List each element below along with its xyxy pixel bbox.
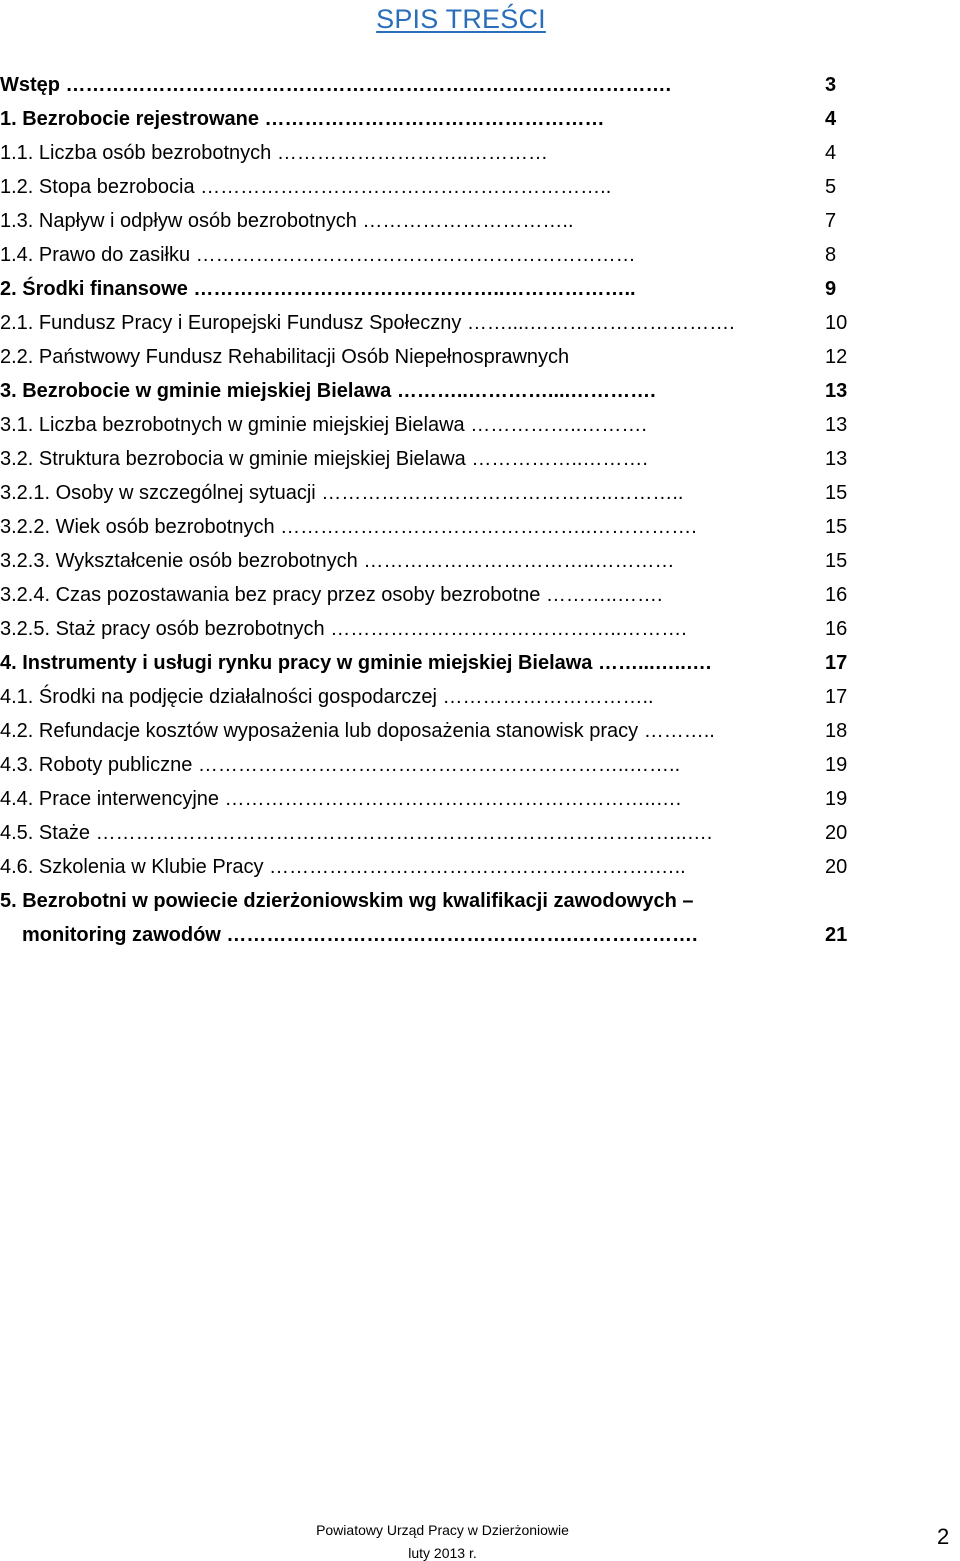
- toc-entry-page: 13: [825, 380, 848, 402]
- toc-entry-text: 4.4. Prace interwencyjne ………………………………………………………..….: [0, 788, 682, 810]
- toc-entry-page: 9: [825, 278, 837, 300]
- toc-entry[interactable]: [0, 510, 960, 544]
- toc-entry[interactable]: [0, 238, 960, 272]
- toc-entry-text: 4.1. Środki na podjęcie działalności gospodarczej …………………………..: [0, 686, 654, 708]
- toc-entry-text: 1.1. Liczba osób bezrobotnych ………………………..…………: [0, 142, 548, 164]
- toc-entry[interactable]: [0, 850, 960, 884]
- toc-entry[interactable]: [0, 680, 960, 714]
- toc-entry-page: 4: [825, 108, 837, 130]
- toc-entry[interactable]: [0, 918, 960, 952]
- toc-entry-page: 3: [825, 74, 837, 96]
- toc-entry-page: 19: [825, 788, 848, 810]
- toc-entry-page: 20: [825, 856, 848, 878]
- toc-entry-text: 3.2.4. Czas pozostawania bez pracy przez osoby bezrobotne ………..…….: [0, 584, 663, 606]
- toc-entry-page: 16: [825, 618, 848, 640]
- toc-entry[interactable]: [0, 714, 960, 748]
- page-title: SPIS TREŚCI: [376, 4, 546, 34]
- toc-entry-text: 3.2.1. Osoby w szczególnej sytuacji ……………………………………..………..: [0, 482, 684, 504]
- toc-entry-text: 4.5. Staże ……………………………………………………………………………..….: [0, 822, 713, 844]
- toc-entry-text: Wstęp ……………………………………………………………………………….: [0, 74, 672, 96]
- toc-entry-text: 2.1. Fundusz Pracy i Europejski Fundusz Społeczny ……....………………………….: [0, 312, 735, 334]
- table-of-contents: [0, 68, 960, 952]
- toc-entry[interactable]: [0, 884, 960, 918]
- toc-entry[interactable]: [0, 204, 960, 238]
- toc-entry-page: 18: [825, 720, 848, 742]
- toc-entry[interactable]: [0, 102, 960, 136]
- toc-entry-page: 15: [825, 516, 848, 538]
- toc-entry-text: 2. Środki finansowe ………………………………………..………………..: [0, 278, 636, 300]
- toc-entry-text: 5. Bezrobotni w powiecie dzierżoniowskim wg kwalifikacji zawodowych –: [0, 890, 694, 912]
- toc-entry[interactable]: [0, 306, 960, 340]
- toc-entry-page: 21: [825, 924, 848, 946]
- toc-entry-page: 19: [825, 754, 848, 776]
- toc-entry-page: 15: [825, 550, 848, 572]
- footer-date: luty 2013 r.: [408, 1545, 477, 1561]
- toc-entry[interactable]: [0, 544, 960, 578]
- toc-entry-text: 4.3. Roboty publiczne ………………………………………………………..……..: [0, 754, 681, 776]
- toc-entry-page: 7: [825, 210, 837, 232]
- toc-entry-page: 17: [825, 686, 848, 708]
- toc-entry-page: 15: [825, 482, 848, 504]
- toc-entry[interactable]: [0, 782, 960, 816]
- toc-entry[interactable]: [0, 68, 960, 102]
- toc-entry-text: 3.2. Struktura bezrobocia w gminie miejskiej Bielawa ……………..……….: [0, 448, 648, 470]
- page-number: 2: [937, 1524, 950, 1549]
- toc-entry-text: 3.2.2. Wiek osób bezrobotnych ………………………………………..…………….: [0, 516, 697, 538]
- toc-entry-page: 20: [825, 822, 848, 844]
- toc-entry-text: 1.2. Stopa bezrobocia ……………………………………………………..: [0, 176, 612, 198]
- toc-entry[interactable]: [0, 578, 960, 612]
- toc-entry-text: 3. Bezrobocie w gminie miejskiej Bielawa ………..…………....………….: [0, 380, 656, 402]
- toc-entry-text: 1.4. Prawo do zasiłku …………………………………………………………: [0, 244, 636, 266]
- toc-entry[interactable]: [0, 272, 960, 306]
- toc-entry[interactable]: [0, 170, 960, 204]
- toc-entry[interactable]: [0, 340, 960, 374]
- toc-entry-page: 13: [825, 414, 848, 436]
- toc-entry-text: 3.2.5. Staż pracy osób bezrobotnych ……………………………………..……….: [0, 618, 687, 640]
- toc-entry-page: 5: [825, 176, 837, 198]
- toc-entry-text: 4.6. Szkolenia w Klubie Pracy ………………………………………………….…..: [0, 856, 686, 878]
- toc-entry[interactable]: [0, 374, 960, 408]
- toc-entry-page: 13: [825, 448, 848, 470]
- toc-entry-text: 1. Bezrobocie rejestrowane ……………………………………………: [0, 108, 605, 130]
- footer-office: Powiatowy Urząd Pracy w Dzierżoniowie: [316, 1522, 569, 1538]
- toc-entry-text: 3.1. Liczba bezrobotnych w gminie miejskiej Bielawa ……………..……….: [0, 414, 647, 436]
- toc-entry[interactable]: [0, 612, 960, 646]
- toc-entry[interactable]: [0, 408, 960, 442]
- toc-entry[interactable]: [0, 748, 960, 782]
- toc-entry[interactable]: [0, 476, 960, 510]
- toc-entry-page: 4: [825, 142, 837, 164]
- toc-entry-text: 4. Instrumenty i usługi rynku pracy w gminie miejskiej Bielawa ……...…..….: [0, 652, 712, 674]
- toc-entry-page: 10: [825, 312, 848, 334]
- toc-entry-page: 17: [825, 652, 848, 674]
- toc-entry[interactable]: [0, 442, 960, 476]
- toc-entry-page: 8: [825, 244, 837, 266]
- toc-entry-text: 3.2.3. Wykształcenie osób bezrobotnych ……………………………..…………: [0, 550, 675, 572]
- toc-entry[interactable]: [0, 136, 960, 170]
- toc-entry[interactable]: [0, 816, 960, 850]
- toc-entry[interactable]: [0, 646, 960, 680]
- toc-entry-text: 4.2. Refundacje kosztów wyposażenia lub doposażenia stanowisk pracy ………..: [0, 720, 715, 742]
- toc-entry-text: 2.2. Państwowy Fundusz Rehabilitacji Osób Niepełnosprawnych: [0, 346, 570, 368]
- toc-entry-text: 1.3. Napływ i odpływ osób bezrobotnych …………………………..: [0, 210, 574, 232]
- toc-entry-page: 12: [825, 346, 848, 368]
- toc-entry-page: 16: [825, 584, 848, 606]
- toc-entry-text: monitoring zawodów …………………………………………….……………….: [22, 924, 698, 946]
